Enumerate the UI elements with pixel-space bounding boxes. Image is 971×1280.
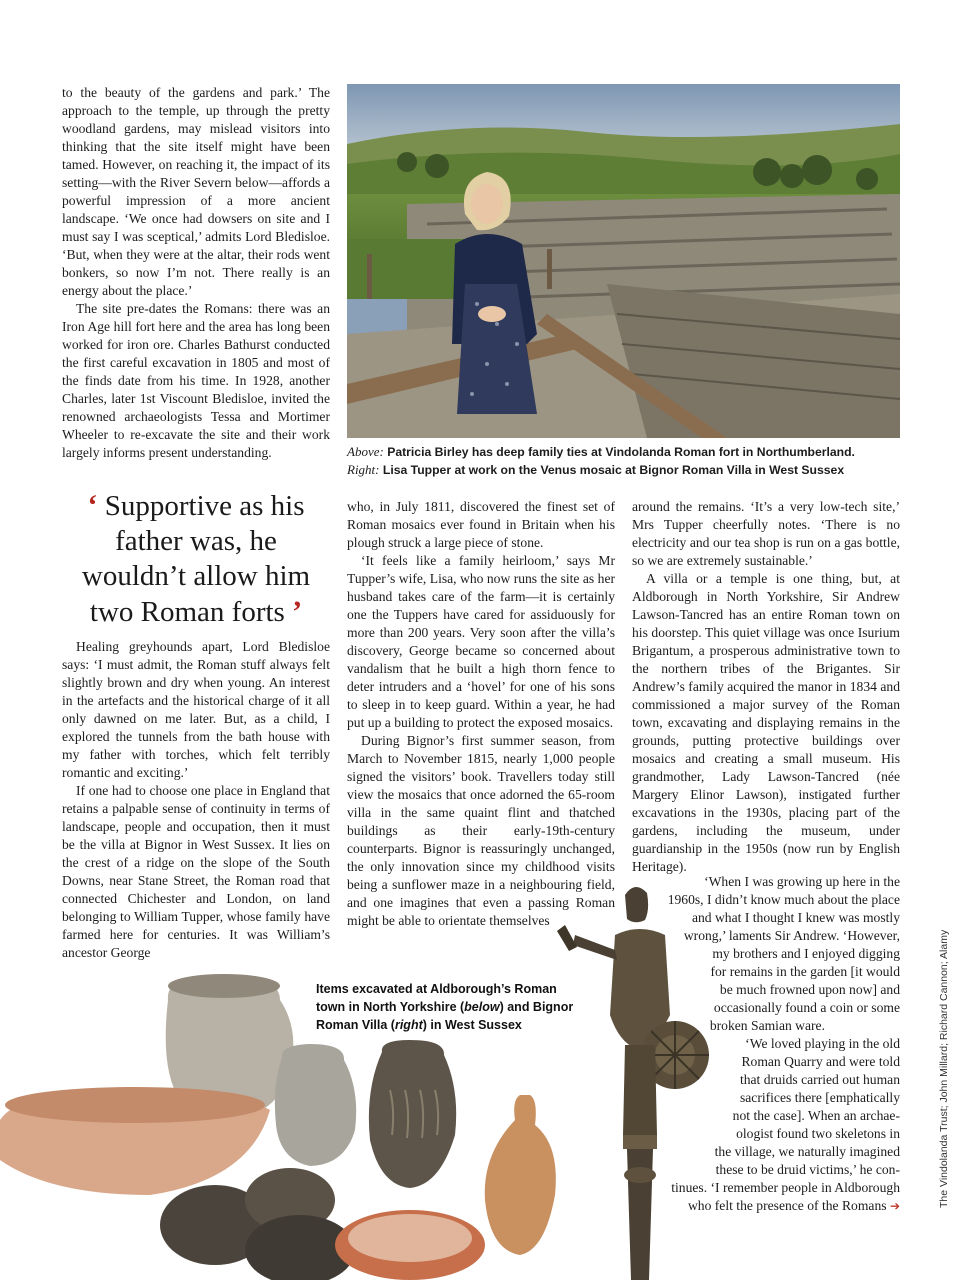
caption-right (347, 461, 907, 479)
line: broken Samian ware. (709, 1018, 825, 1033)
open-quote-mark: ‘ (87, 489, 98, 522)
excavated-pottery-image (0, 960, 971, 1280)
paragraph: A villa or a temple is one thing, but, at Aldborough in North Yorkshire, Sir Andrew Lawson-Tancred has an entire Roman town on his doorstep. This quiet village was once Isurium Brigantum, a prosperous administrative town to the northern tribes of the Brigantes. Sir Andrew’s family acquired the manor in 1834 and commissioned a major survey of the Roman town, excavating and displaying remains in the grounds, putting protective buildings over mosaics and creating a small museum. His grandmother, Lady Lawson-Tancred (née Margery Elinor Lawson), instigated further excavations in the 1930s, placing part of the gardens, including the museum, under guardianship in the 1950s (now run by English Heritage). (632, 571, 900, 874)
paragraph: ‘It feels like a family heirloom,’ says Mr Tupper’s wife, Lisa, who now runs the site as her husband takes care of the farm—it is certainly one the Tuppers have cared for assiduously for more than 200 years. Very soon after the villa’s discovery, George became so concerned about vandalism that he built a high thorn fence to deter intruders and a ‘hovel’ for one of his sons to sleep in to keep guard. Within a year, he had put up a building to protect the exposed mosaics. (347, 553, 615, 730)
pull-quote (62, 488, 330, 630)
article-column-2 (347, 498, 615, 930)
paragraph: around the remains. ‘It’s a very low-tech site,’ Mrs Tupper cheerfully notes. ‘There is no electricity and our tea shop is run on a gas bottle, so we are extremely sustainable.’ (632, 499, 900, 568)
pull-quote-text: Supportive as his father was, he wouldn’t allow him two Roman forts (81, 490, 311, 628)
items-caption-right: right (394, 1018, 423, 1032)
caption-right-text: Lisa Tupper at work on the Venus mosaic at Bignor Roman Villa in West Sussex (382, 463, 845, 477)
continue-arrow-icon: ➔ (889, 1199, 900, 1213)
paragraph: If one had to choose one place in England that retains a palpable sense of continuity in terms of landscape, people and occupation, then it must be the villa at Bignor in West Sussex. It lies on the crest of a ridge on the slope of the South Downs, near Stane Street, the Roman road that connected Chichester and London, on land belonging to William Tupper, whose family have farmed here for centuries. It was William’s ancestor George (62, 783, 330, 960)
line: my brothers and I enjoyed digging (712, 946, 900, 961)
photo-caption (347, 443, 907, 479)
photo-illustration (347, 84, 900, 438)
items-caption-part: Items excavated at Aldborough’s Roman town in North Yorkshire ( (316, 982, 557, 1014)
line: occasionally found a coin or some (713, 1000, 900, 1015)
line: Roman Quarry and were told (741, 1054, 900, 1069)
line: be much frowned upon now] and (719, 982, 900, 997)
line: tinues. ‘I remember people in Aldborough (671, 1180, 900, 1195)
paragraph: The site pre-dates the Romans: there was an Iron Age hill fort here and the area has long been worked for iron ore. Charles Bathurst conducted the first careful excavation in 1805 and most of the finds date from his time. In 1928, another Charles, later 1st Viscount Bledisloe, invited the renowned archaeologists Tessa and Mortimer Wheeler to re-excavate the site and their work largely informs present understanding. (62, 301, 330, 460)
line: who felt the presence of the Romans (687, 1198, 887, 1213)
article-column-3 (632, 498, 900, 876)
caption-above (347, 443, 907, 461)
line: ‘We loved playing in the old (745, 1036, 900, 1051)
line: the village, we naturally imagined (714, 1144, 900, 1159)
caption-right-label: Right: (347, 462, 380, 477)
photo-credit: The Vindolanda Trust; John Millard; Richard Cannon; Alamy (938, 929, 950, 1208)
line: and what I thought I knew was mostly (691, 910, 900, 925)
line: these to be druid victims,’ he con- (715, 1162, 900, 1177)
article-column-1-top (62, 84, 330, 462)
line: for remains in the garden [it would (710, 964, 900, 979)
paragraph: to the beauty of the gardens and park.’ The approach to the temple, up through the pretty woodland gardens, may mislead visitors into thinking that the site itself might have been tamed. However, on reaching it, the impact of its setting—with the River Severn below—affords a powerful impression of a more ancient landscape. ‘We once had dowsers on site and I must say I was sceptical,’ admits Lord Bledisloe. ‘But, when they were at the altar, their rods went bonkers, so now I’m not. There really is an energy about the place.’ (62, 85, 330, 298)
line: ‘When I was growing up here in the (704, 874, 900, 889)
paragraph: Healing greyhounds apart, Lord Bledisloe says: ‘I must admit, the Roman stuff always felt slightly brown and dry when young. An interest in the artefacts and the historical charge of it all only dawned on me later. But, as a child, I explored the tunnels from the bath house with my father with torches, which felt terribly romantic and exciting.’ (62, 639, 330, 780)
line: wrong,’ laments Sir Andrew. ‘However, (683, 928, 900, 943)
items-caption-part: ) in West Sussex (422, 1018, 522, 1032)
article-column-1-bottom (62, 638, 330, 962)
line: that druids carried out human (739, 1072, 900, 1087)
paragraph: who, in July 1811, discovered the finest set of Roman mosaics ever found in Britain when his plough struck a large piece of stone. (347, 499, 615, 550)
bronze-figurine-image (555, 875, 725, 1280)
items-caption-part: ) and Bignor Roman Villa ( (316, 1000, 574, 1032)
caption-above-label: Above: (347, 444, 384, 459)
caption-above-text: Patricia Birley has deep family ties at Vindolanda Roman fort in Northumberland. (387, 445, 855, 459)
items-caption-below: below (464, 1000, 500, 1014)
close-quote-mark: ’ (292, 595, 303, 628)
line: ologist found two skeletons in (736, 1126, 900, 1141)
vindolanda-photo (347, 84, 900, 438)
line: sacrifices there [emphatically (739, 1090, 900, 1105)
line: not the case]. When an archae- (732, 1108, 900, 1123)
line: 1960s, I didn’t know much about the place (667, 892, 900, 907)
paragraph: During Bignor’s first summer season, from March to November 1815, nearly 1,000 people signed the visitors’ book. Travellers today still view the mosaics that once adorned the 65-room villa in the same quaint flint and thatched buildings as their early-19th-century counterparts. Bignor is reassuringly unchanged, the only innovation since my childhood visits being a sunflower maze in a neighbouring field, and one imagines that even a passing Roman might be able to orientate themselves (347, 733, 615, 928)
